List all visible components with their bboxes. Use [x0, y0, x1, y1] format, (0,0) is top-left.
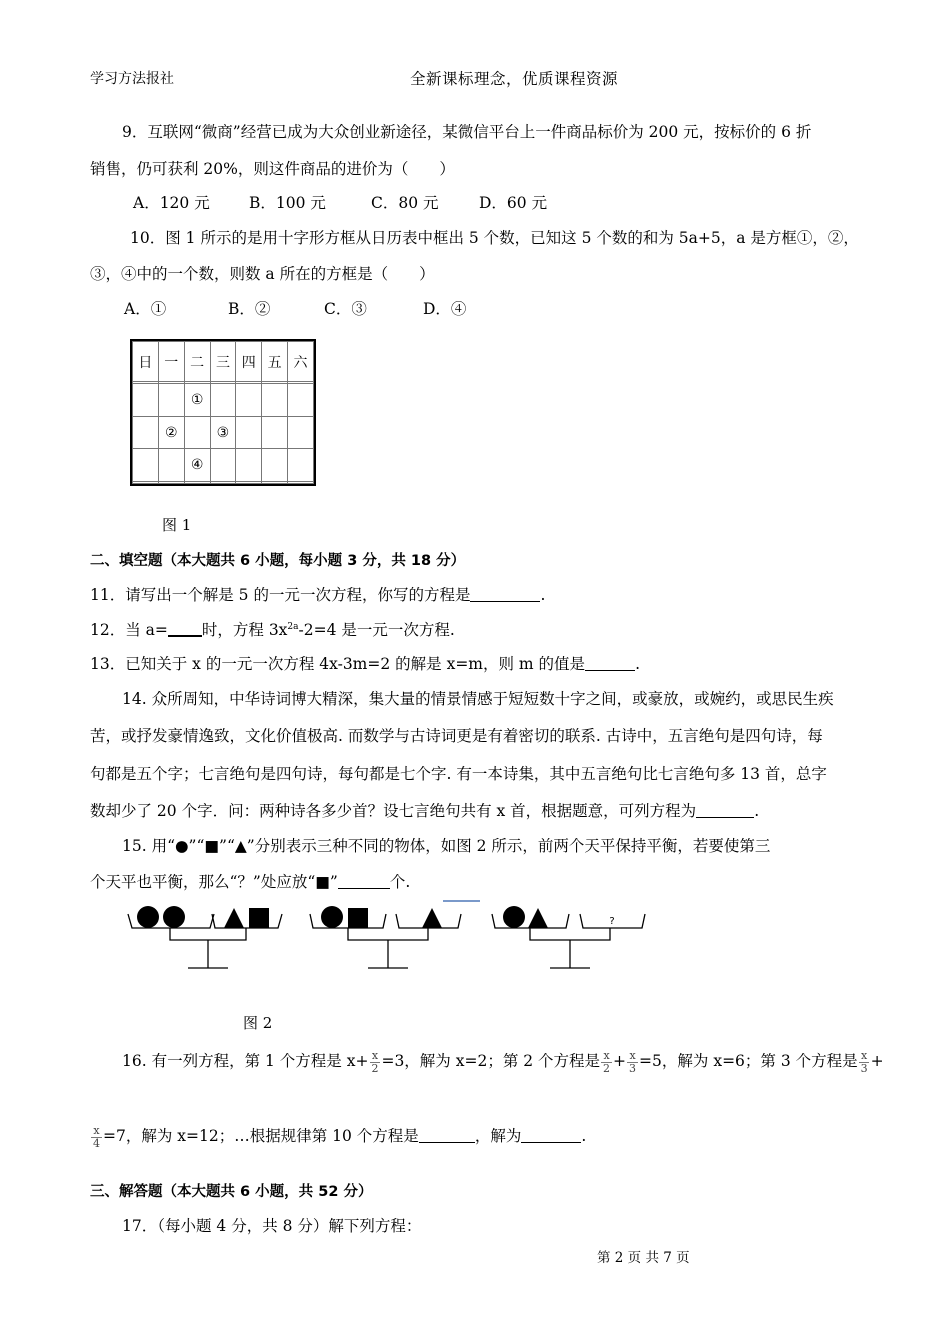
q13-end: . [635, 655, 640, 673]
q9-option-a: A．120 元 [133, 194, 210, 212]
question-mark: ? [609, 916, 615, 927]
q14-line4 [90, 799, 759, 821]
q9-option-d: D．60 元 [479, 194, 548, 212]
weekday-thu: 四 [236, 342, 262, 382]
q11-text: 11．请写出一个解是 5 的一元一次方程，你写的方程是 [90, 586, 471, 604]
calendar-header-row [133, 342, 314, 382]
calendar-mark-1: ① [184, 384, 210, 417]
fraction-x-over-2: $\frac{x}{2}$ [371, 1048, 379, 1075]
q11-blank [470, 587, 540, 602]
q9-option-b: B．100 元 [249, 194, 326, 212]
q13-text: 13．已知关于 x 的一元一次方程 4x-3m=2 的解是 x=m，则 m 的值是 [90, 655, 586, 673]
circle-icon [321, 906, 343, 928]
weekday-sun: 日 [133, 342, 159, 382]
triangle-icon [422, 908, 442, 928]
square-icon [249, 908, 269, 928]
fraction-x-over-2: $\frac{x}{2}$ [603, 1048, 611, 1075]
q16-g: ，解为 [474, 1127, 522, 1145]
q10-options [124, 297, 466, 319]
q12-post: -2=4 是一元一次方程. [298, 621, 455, 639]
q12-exponent: 2a [287, 621, 299, 632]
q16-d: =5，解为 x=6；第 3 个方程是 [639, 1052, 858, 1070]
q16-line2 [90, 1124, 586, 1150]
q14-blank [696, 803, 754, 818]
q14-end: . [754, 802, 760, 820]
weekday-sat: 六 [288, 342, 314, 382]
circle-icon [137, 906, 159, 928]
q10-line1: 10．图 1 所示的是用十字形方框从日历表中框出 5 个数，已知这 5 个数的和为 5a+5，a 是方框①，②， [130, 229, 859, 247]
q16-b: =3，解为 x=2；第 2 个方程是 [381, 1052, 601, 1070]
q12-mid: 时，方程 3x [201, 621, 288, 639]
q9-options [133, 191, 547, 213]
q17: 17．（每小题 4 分，共 8 分）解下列方程： [122, 1217, 422, 1235]
q16-a: 16. 有一列方程，第 1 个方程是 x+ [122, 1052, 369, 1070]
q16-c: + [613, 1052, 627, 1070]
q13 [90, 652, 640, 674]
page-number: 第 2 页 共 7 页 [597, 1250, 690, 1266]
q10-option-d: D．④ [423, 300, 467, 318]
q10-option-a: A．① [124, 300, 167, 318]
q16-line1 [122, 1049, 884, 1075]
weekday-mon: 一 [158, 342, 184, 382]
header-slogan: 全新课标理念，优质课程资源 [410, 70, 619, 88]
calendar-mark-4: ④ [184, 449, 210, 482]
q9-line2: 销售，仍可获利 20%，则这件商品的进价为（ ） [90, 160, 455, 178]
weekday-wed: 三 [210, 342, 236, 382]
q16-h: . [581, 1127, 587, 1145]
triangle-icon [528, 908, 548, 928]
q15-line1: 15. 用“●”“■”“▲”分别表示三种不同的物体，如图 2 所示，前两个天平保持平衡，若要使第三 [122, 837, 771, 855]
q9-line1: 9．互联网“微商”经营已成为大众创业新途径，某微信平台上一件商品标价为 200 元，按标价的 6 折 [122, 123, 812, 141]
q10-option-c: C．③ [324, 300, 367, 318]
circle-icon [163, 906, 185, 928]
square-icon [348, 908, 368, 928]
q11 [90, 583, 545, 605]
q15-line2-text: 个天平也平衡，那么“？”处应放“■” [90, 873, 338, 891]
fraction-x-over-3: $\frac{x}{3}$ [629, 1048, 637, 1075]
balance-scales-figure [120, 895, 660, 980]
weekday-tue: 二 [184, 342, 210, 382]
q14-line1: 14. 众所周知，中华诗词博大精深，集大量的情景情感于短短数十字之间，或豪放，或婉约，或思民生疾 [122, 690, 834, 708]
q12 [90, 618, 455, 640]
fraction-x-over-3: $\frac{x}{3}$ [860, 1048, 868, 1075]
q12-blank [168, 621, 202, 637]
q14-line2: 苦，或抒发豪情逸致，文化价值极高. 而数学与古诗词更是有着密切的联系. 古诗中，五言绝句是四句诗，每 [90, 727, 823, 745]
q12-pre: 12．当 a= [90, 621, 168, 639]
q10-line2: ③，④中的一个数，则数 a 所在的方框是（ ） [90, 265, 435, 283]
q16-blank-solution [521, 1128, 581, 1143]
circle-icon [503, 906, 525, 928]
triangle-icon [224, 908, 244, 928]
q15-line2 [90, 870, 410, 892]
q13-blank [585, 656, 635, 671]
section-3-title: 三、解答题（本大题共 6 小题，共 52 分） [90, 1184, 373, 1200]
section-2-title: 二、填空题（本大题共 6 小题，每小题 3 分，共 18 分） [90, 553, 466, 569]
q11-end: . [540, 586, 546, 604]
q14-line4-text: 数却少了 20 个字．问：两种诗各多少首？设七言绝句共有 x 首，根据题意，可列方程为 [90, 802, 697, 820]
fraction-x-over-4: $\frac{x}{4}$ [93, 1123, 100, 1150]
calendar-figure [130, 339, 316, 486]
q16-blank-equation [419, 1128, 475, 1143]
figure-1-label: 图 1 [162, 516, 192, 534]
q15-blank [338, 874, 390, 889]
q10-option-b: B．② [228, 300, 271, 318]
q9-option-c: C．80 元 [371, 194, 439, 212]
weekday-fri: 五 [262, 342, 288, 382]
q14-line3: 句都是五个字；七言绝句是四句诗，每句都是七个字. 有一本诗集，其中五言绝句比七言绝句多 13 首，总字 [90, 765, 827, 783]
calendar-mark-3: ③ [210, 416, 236, 449]
q15-end: 个. [389, 873, 411, 891]
figure-2-label: 图 2 [243, 1014, 273, 1032]
q16-e: + [870, 1052, 884, 1070]
header-publisher: 学习方法报社 [90, 71, 174, 87]
calendar-mark-2: ② [158, 416, 184, 449]
q16-f: =7，解为 x=12；…根据规律第 10 个方程是 [103, 1127, 419, 1145]
